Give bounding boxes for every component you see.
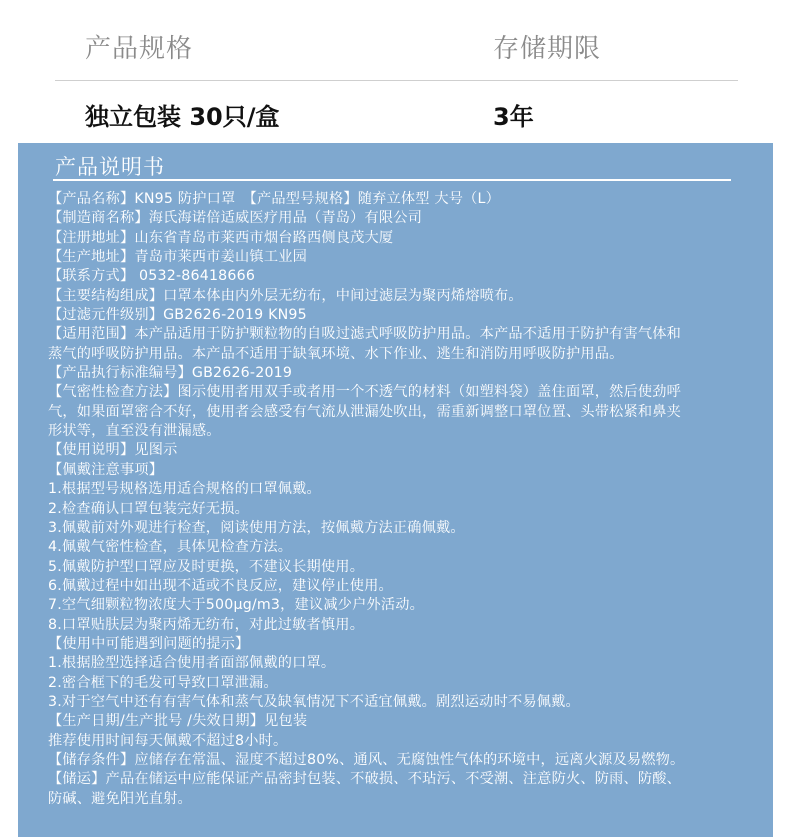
manual-line: 【适用范围】本产品适用于防护颗粒物的自吸过滤式呼吸防护用品。本产品不适用于防护有害气体和 — [48, 326, 682, 343]
manual-panel — [18, 143, 773, 837]
manual-line: 【使用说明】见图示 — [48, 442, 178, 459]
manual-line: 1.根据脸型选择适合使用者面部佩戴的口罩。 — [48, 655, 336, 672]
storage-header: 存储期限 — [493, 34, 602, 64]
manual-line: 【注册地址】山东省青岛市莱西市烟台路西侧良茂大厦 — [48, 229, 394, 246]
manual-line: 【生产日期/生产批号 /失效日期】见包装 — [48, 713, 308, 730]
spec-header: 产品规格 — [85, 34, 194, 64]
manual-line: 【储存条件】应储存在常温、湿度不超过80%、通风、无腐蚀性气体的环境中，远离火源及易燃物。 — [48, 751, 685, 768]
manual-line: 3.对于空气中还有有害气体和蒸气及缺氧情况下不适宜佩戴。剧烈运动时不易佩戴。 — [48, 693, 580, 710]
manual-line: 【过滤元件级别】GB2626-2019 KN95 — [48, 307, 307, 324]
manual-line: 【储运】产品在储运中应能保证产品密封包装、不破损、不玷污、不受潮、注意防火、防雨、防酸、 — [48, 771, 682, 788]
spec-table — [0, 0, 790, 143]
spec-value: 独立包装 30只/盒 — [85, 103, 280, 131]
storage-value: 3年 — [493, 103, 534, 131]
manual-line: 形状等，直至没有泄漏感。 — [48, 423, 221, 440]
manual-line: 4.佩戴气密性检查，具体见检查方法。 — [48, 539, 293, 556]
manual-line: 【生产地址】青岛市莱西市姜山镇工业园 — [48, 249, 307, 266]
manual-lines — [48, 190, 753, 809]
manual-line: 【联系方式】 0532-86418666 — [48, 268, 256, 285]
manual-line: 【主要结构组成】口罩本体由内外层无纺布，中间过滤层为聚丙烯熔喷布。 — [48, 287, 523, 304]
manual-line: 8.口罩贴肤层为聚丙烯无纺布，对此过敏者慎用。 — [48, 616, 365, 633]
manual-line: 5.佩戴防护型口罩应及时更换，不建议长期使用。 — [48, 558, 365, 575]
manual-line: 3.佩戴前对外观进行检查，阅读使用方法，按佩戴方法正确佩戴。 — [48, 519, 465, 536]
manual-line: 2.密合框下的毛发可导致口罩泄漏。 — [48, 674, 278, 691]
manual-line: 【使用中可能遇到问题的提示】 — [48, 635, 250, 652]
manual-line: 【气密性检查方法】图示使用者用双手或者用一个不透气的材料（如塑料袋）盖住面罩，然后使劲呼 — [48, 384, 682, 401]
manual-line: 1.根据型号规格选用适合规格的口罩佩戴。 — [48, 481, 321, 498]
manual-line: 2.检查确认口罩包装完好无损。 — [48, 500, 249, 517]
manual-line: 7.空气细颗粒物浓度大于500μg/m3，建议减少户外活动。 — [48, 597, 425, 614]
manual-line: 【制造商名称】海氏海诺倍适威医疗用品（青岛）有限公司 — [48, 210, 423, 227]
manual-title-rule — [53, 179, 731, 181]
manual-line: 【佩戴注意事项】 — [48, 461, 164, 478]
manual-line: 防碱、避免阳光直射。 — [48, 790, 192, 807]
manual-line: 气，如果面罩密合不好，使用者会感受有气流从泄漏处吹出，需重新调整口罩位置、头带松紧和鼻夹 — [48, 403, 682, 420]
manual-line: 6.佩戴过程中如出现不适或不良反应，建议停止使用。 — [48, 577, 393, 594]
manual-line: 蒸气的呼吸防护用品。本产品不适用于缺氧环境、水下作业、逃生和消防用呼吸防护用品。 — [48, 345, 624, 362]
manual-line: 【产品执行标准编号】GB2626-2019 — [48, 365, 293, 382]
manual-line: 推荐使用时间每天佩戴不超过8小时。 — [48, 732, 288, 749]
manual-title: 产品说明书 — [55, 155, 165, 179]
table-divider — [55, 80, 738, 81]
manual-line: 【产品名称】KN95 防护口罩 【产品型号规格】随弃立体型 大号（L） — [48, 191, 501, 207]
